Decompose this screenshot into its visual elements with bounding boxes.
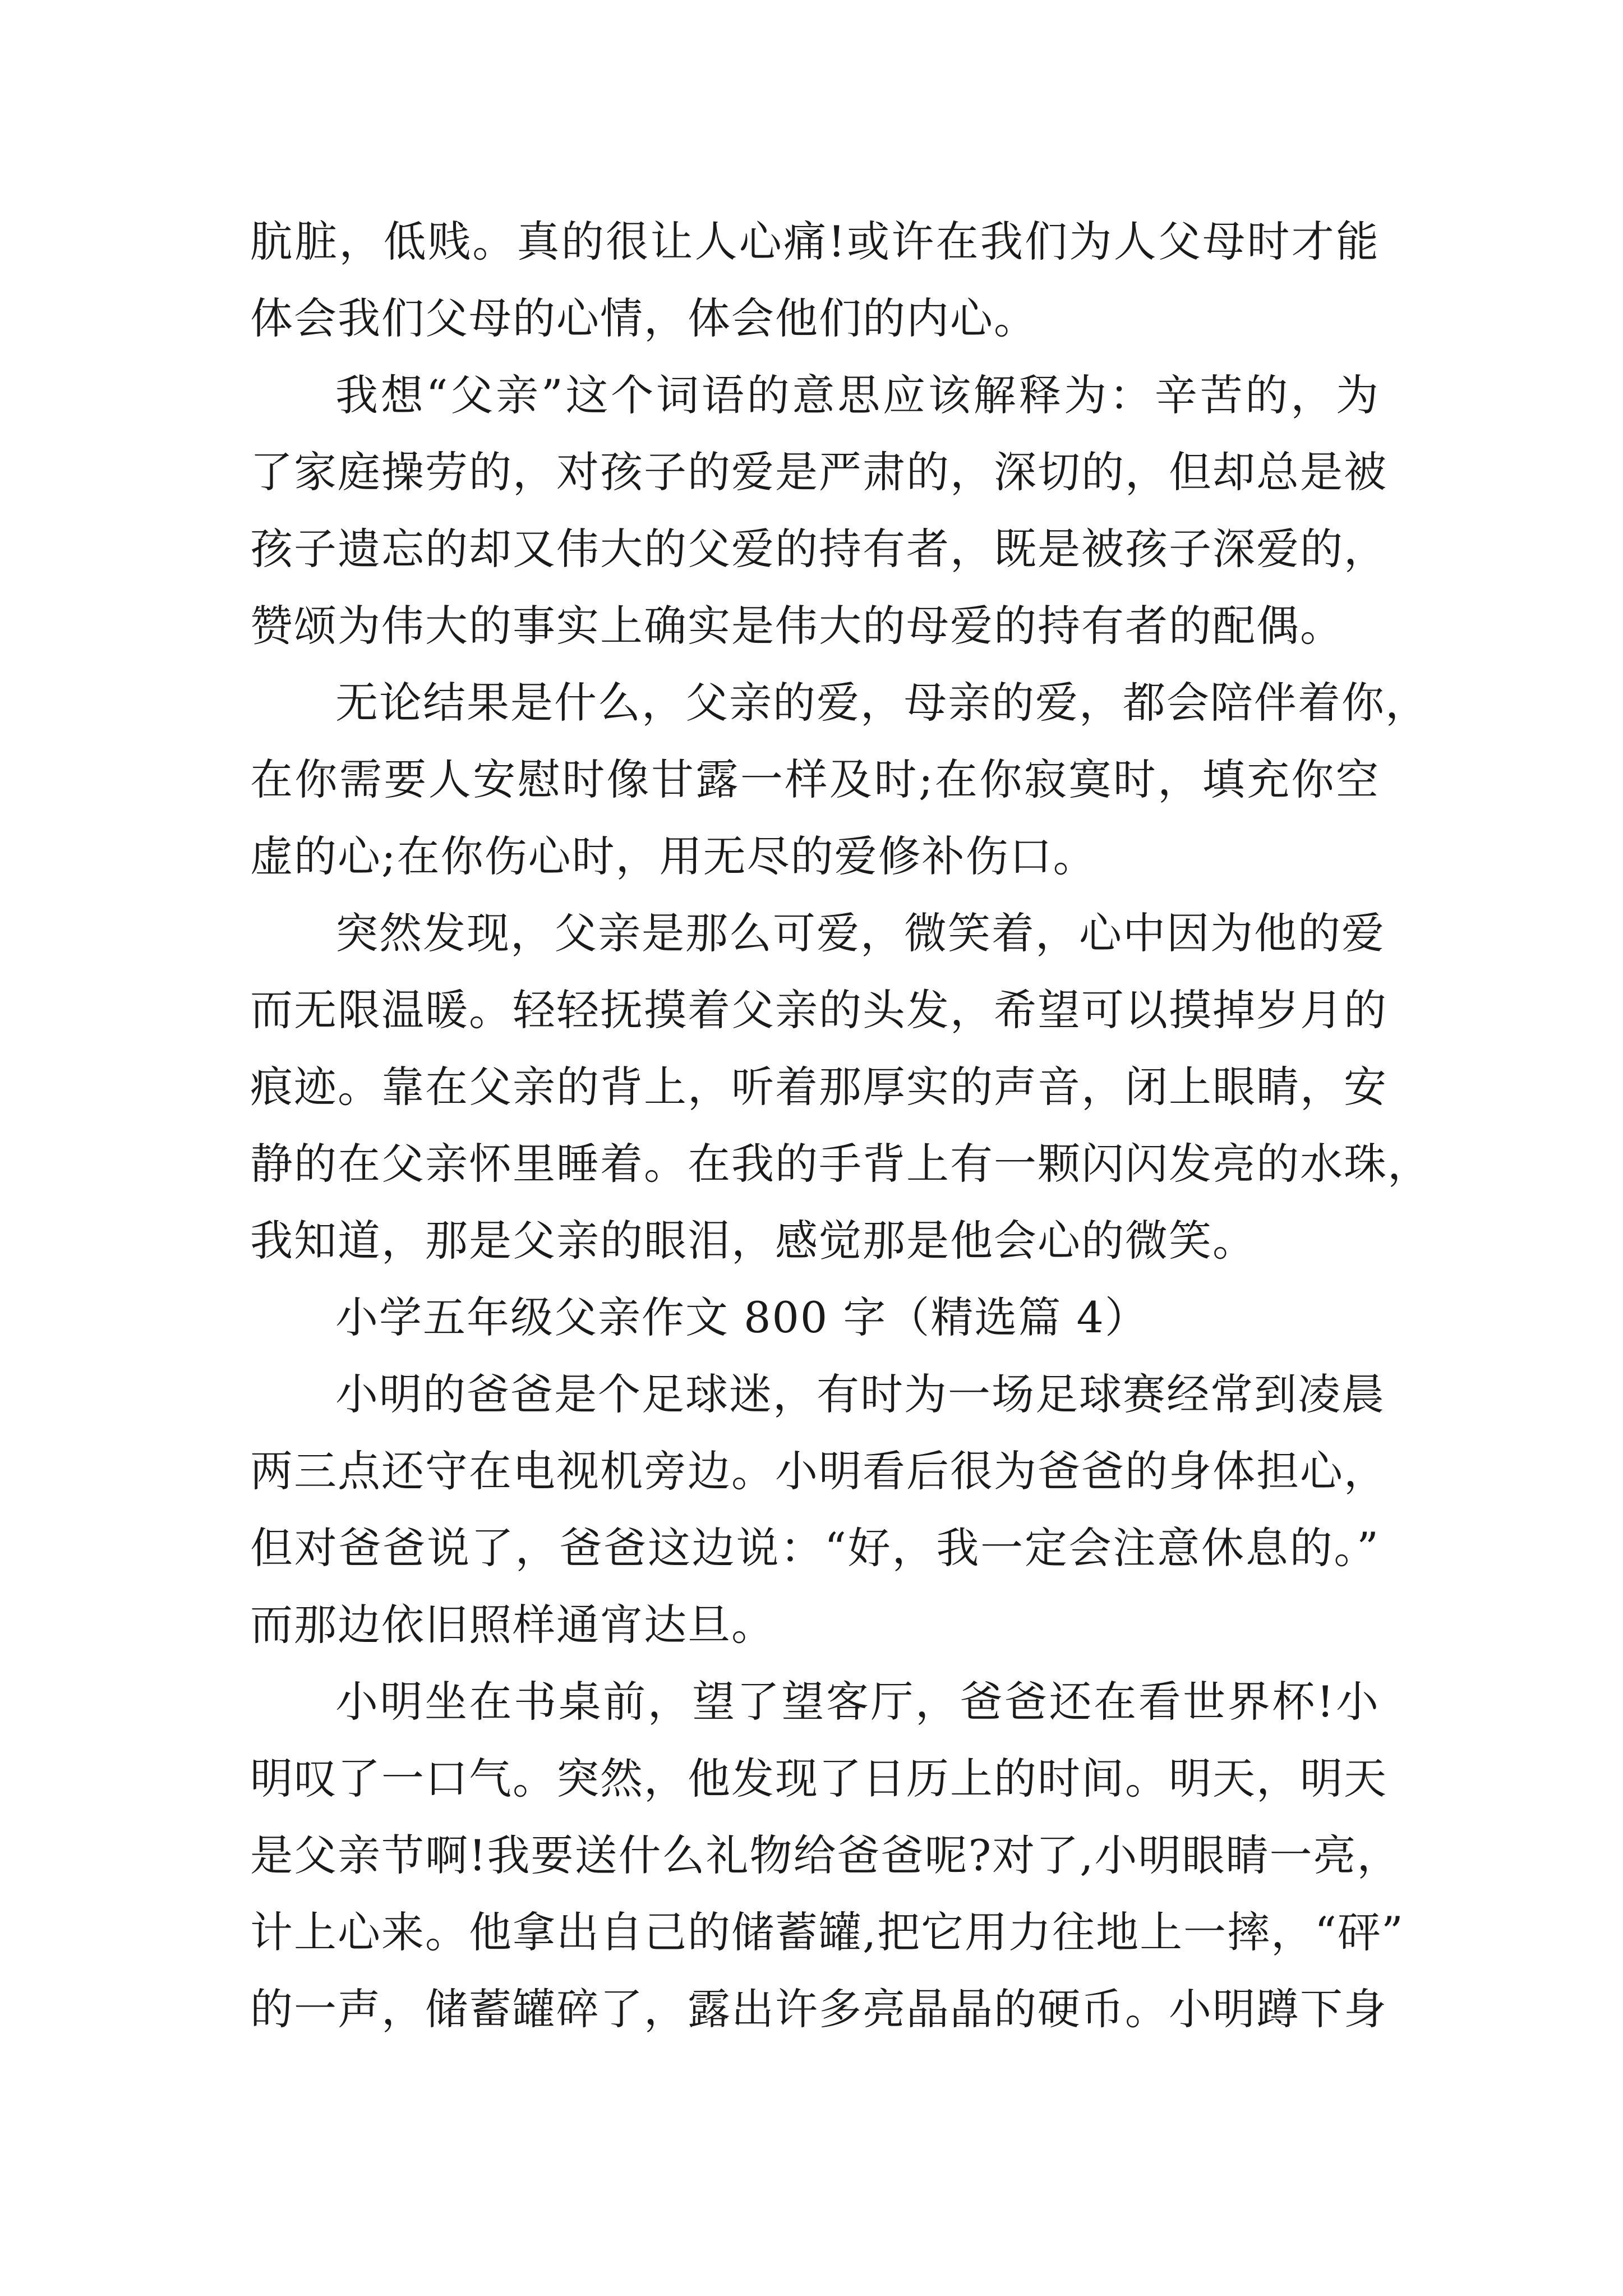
text-line: 但对爸爸说了，爸爸这边说：“好，我一定会注意休息的。”	[250, 1523, 1380, 1573]
text-line: 我知道，那是父亲的眼泪，感觉那是他会心的微笑。	[250, 1216, 1256, 1266]
paragraph-first-line: 突然发现，父亲是那么可爱，微笑着，心中因为他的爱	[335, 908, 1385, 958]
text-line: 而无限温暖。轻轻抚摸着父亲的头发，希望可以摸掉岁月的	[250, 985, 1387, 1035]
paragraph-first-line: 小明的爸爸是个足球迷，有时为一场足球赛经常到凌晨	[335, 1369, 1385, 1419]
text-line: 而那边依旧照样通宵达旦。	[250, 1600, 775, 1650]
text-line: 计上心来。他拿出自己的储蓄罐,把它用力往地上一摔，“砰”	[250, 1907, 1404, 1957]
text-line: 了家庭操劳的，对孩子的爱是严肃的，深切的，但却总是被	[250, 447, 1387, 497]
text-line: 孩子遗忘的却又伟大的父爱的持有者，既是被孩子深爱的，	[250, 524, 1387, 574]
text-line: 静的在父亲怀里睡着。在我的手背上有一颗闪闪发亮的水珠，	[250, 1139, 1431, 1189]
paragraph-first-line: 无论结果是什么，父亲的爱，母亲的爱，都会陪伴着你，	[335, 678, 1429, 728]
section-heading: 小学五年级父亲作文 800 字（精选篇 4）	[335, 1292, 1149, 1342]
text-line: 的一声，储蓄罐碎了，露出许多亮晶晶的硬币。小明蹲下身	[250, 1984, 1387, 2034]
paragraph-first-line: 小明坐在书桌前，望了望客厅，爸爸还在看世界杯!小	[335, 1677, 1380, 1727]
text-line: 虚的心;在你伤心时，用无尽的爱修补伤口。	[250, 831, 1097, 881]
document-page	[250, 203, 1431, 2047]
text-line: 明叹了一口气。突然，他发现了日历上的时间。明天，明天	[250, 1754, 1387, 1803]
text-line: 是父亲节啊!我要送什么礼物给爸爸呢?对了,小明眼睛一亮，	[250, 1830, 1401, 1880]
text-line: 赞颂为伟大的事实上确实是伟大的母爱的持有者的配偶。	[250, 601, 1344, 651]
text-line: 在你需要人安慰时像甘露一样及时;在你寂寞时，填充你空	[250, 754, 1380, 804]
text-line: 痕迹。靠在父亲的背上，听着那厚实的声音，闭上眼睛，安	[250, 1062, 1387, 1112]
text-line: 体会我们父母的心情，体会他们的内心。	[250, 293, 1038, 343]
paragraph-first-line: 我想“父亲”这个词语的意思应该解释为：辛苦的，为	[335, 370, 1380, 420]
text-line: 两三点还守在电视机旁边。小明看后很为爸爸的身体担心，	[250, 1446, 1387, 1496]
text-line: 肮脏，低贱。真的很让人心痛!或许在我们为人父母时才能	[250, 217, 1380, 266]
